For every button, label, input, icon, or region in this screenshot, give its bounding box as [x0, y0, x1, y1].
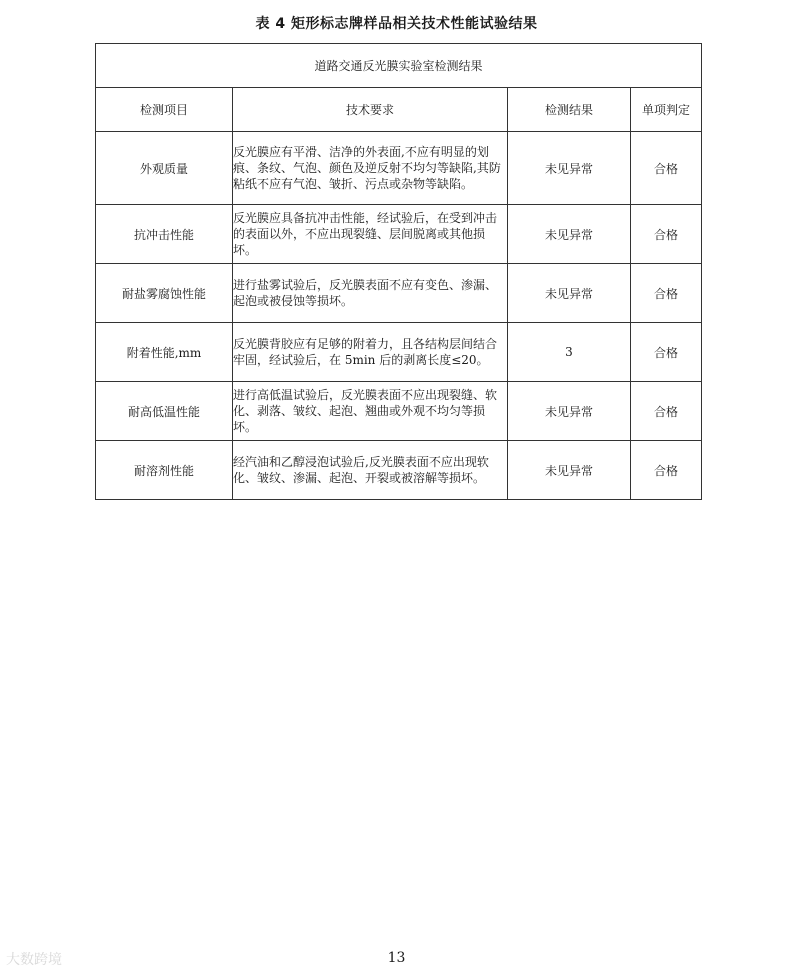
test-item: 抗冲击性能	[96, 205, 233, 264]
technical-requirement: 进行高低温试验后，反光膜表面不应出现裂缝、软化、剥落、皱纹、起泡、翘曲或外观不均匀等损坏。	[233, 382, 508, 441]
table-title: 表 4 矩形标志牌样品相关技术性能试验结果	[255, 16, 538, 32]
table-row	[96, 441, 702, 500]
test-item: 耐溶剂性能	[96, 441, 233, 500]
table-row	[96, 205, 702, 264]
test-result: 未见异常	[508, 441, 631, 500]
table-caption-row	[96, 44, 702, 88]
table-row	[96, 323, 702, 382]
technical-requirement: 反光膜背胶应有足够的附着力，且各结构层间结合牢固，经试验后，在 5min 后的剥离长度≤20。	[233, 323, 508, 382]
table-row	[96, 382, 702, 441]
watermark: 大数跨境	[6, 952, 62, 968]
column-header-item: 检测项目	[96, 88, 233, 132]
table-caption: 道路交通反光膜实验室检测结果	[96, 44, 702, 88]
test-item: 耐盐雾腐蚀性能	[96, 264, 233, 323]
technical-requirement: 进行盐雾试验后，反光膜表面不应有变色、渗漏、起泡或被侵蚀等损坏。	[233, 264, 508, 323]
judgement: 合格	[631, 382, 702, 441]
judgement: 合格	[631, 323, 702, 382]
table-header-row	[96, 88, 702, 132]
judgement: 合格	[631, 264, 702, 323]
test-result: 未见异常	[508, 382, 631, 441]
table-row	[96, 264, 702, 323]
test-item: 外观质量	[96, 132, 233, 205]
technical-requirement: 反光膜应有平滑、洁净的外表面,不应有明显的划痕、条纹、气泡、颜色及逆反射不均匀等缺陷,其防粘纸不应有气泡、皱折、污点或杂物等缺陷。	[233, 132, 508, 205]
judgement: 合格	[631, 132, 702, 205]
column-header-result: 检测结果	[508, 88, 631, 132]
technical-requirement: 经汽油和乙醇浸泡试验后,反光膜表面不应出现软化、皱纹、渗漏、起泡、开裂或被溶解等损坏。	[233, 441, 508, 500]
results-table	[95, 43, 702, 500]
test-result: 3	[508, 323, 631, 382]
column-header-requirement: 技术要求	[233, 88, 508, 132]
test-result: 未见异常	[508, 132, 631, 205]
judgement: 合格	[631, 205, 702, 264]
test-item: 耐高低温性能	[96, 382, 233, 441]
page-number: 13	[387, 950, 406, 966]
table-row	[96, 132, 702, 205]
test-result: 未见异常	[508, 264, 631, 323]
technical-requirement: 反光膜应具备抗冲击性能，经试验后，在受到冲击的表面以外，不应出现裂缝、层间脱离或其他损坏。	[233, 205, 508, 264]
judgement: 合格	[631, 441, 702, 500]
test-result: 未见异常	[508, 205, 631, 264]
column-header-judgement: 单项判定	[631, 88, 702, 132]
test-item: 附着性能,mm	[96, 323, 233, 382]
